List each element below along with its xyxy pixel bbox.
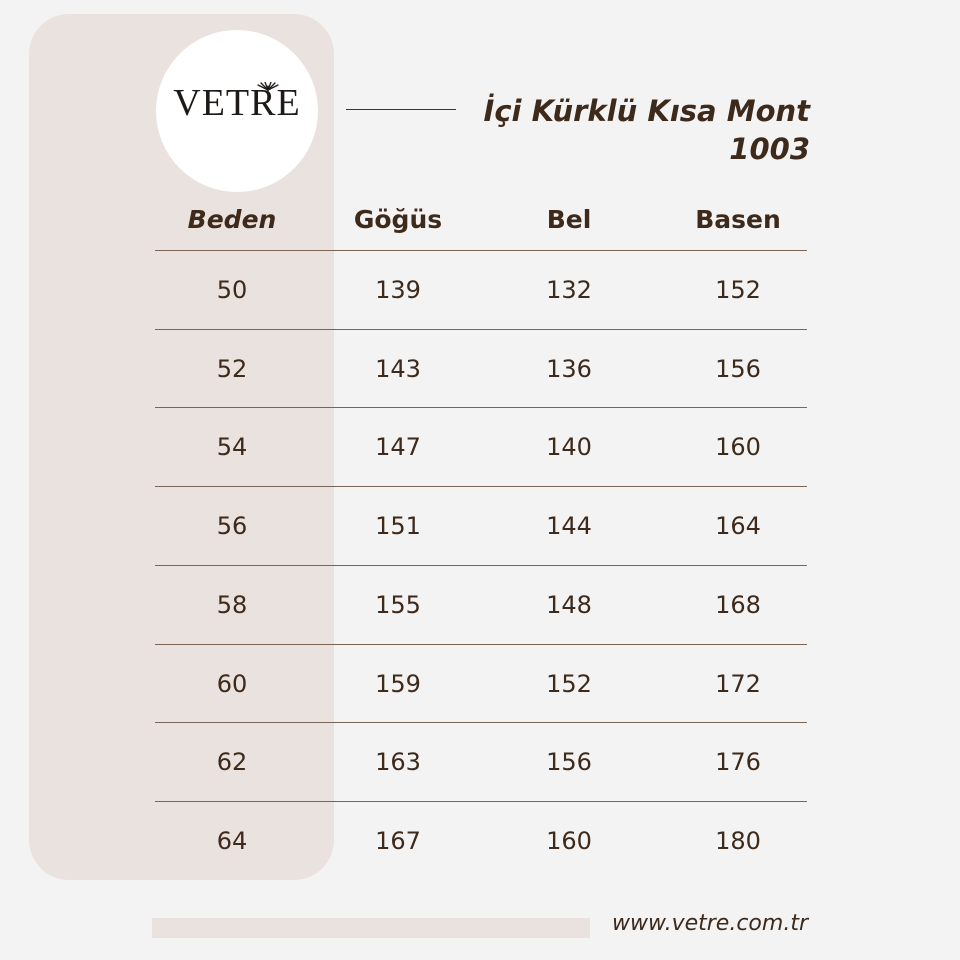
- row-divider: [155, 722, 807, 723]
- cell-gogus: 155: [375, 591, 421, 619]
- cell-basen: 168: [715, 591, 761, 619]
- cell-beden: 52: [216, 355, 248, 383]
- header-basen: Basen: [695, 205, 781, 234]
- row-divider: [155, 250, 807, 251]
- cell-bel: 136: [546, 355, 592, 383]
- cell-beden: 54: [216, 433, 248, 461]
- cell-basen: 156: [715, 355, 761, 383]
- cell-basen: 176: [715, 748, 761, 776]
- logo-wordmark: VETRE: [173, 82, 301, 124]
- row-divider: [155, 801, 807, 802]
- cell-bel: 156: [546, 748, 592, 776]
- cell-bel: 148: [546, 591, 592, 619]
- row-divider: [155, 329, 807, 330]
- header-gogus: Göğüs: [353, 205, 443, 234]
- palm-leaf-icon: [256, 82, 280, 100]
- page-title: [484, 92, 810, 168]
- title-product-name: İçi Kürklü Kısa Mont: [483, 94, 810, 128]
- cell-basen: 164: [715, 512, 761, 540]
- cell-gogus: 167: [375, 827, 421, 855]
- cell-beden: 62: [216, 748, 248, 776]
- header-beden: Beden: [187, 205, 277, 234]
- row-divider: [155, 644, 807, 645]
- cell-bel: 144: [546, 512, 592, 540]
- cell-gogus: 147: [375, 433, 421, 461]
- footer-bar: [152, 918, 590, 938]
- cell-gogus: 159: [375, 670, 421, 698]
- cell-bel: 132: [546, 276, 592, 304]
- header-bel: Bel: [546, 205, 592, 234]
- cell-basen: 180: [715, 827, 761, 855]
- row-divider: [155, 486, 807, 487]
- cell-gogus: 143: [375, 355, 421, 383]
- cell-beden: 56: [216, 512, 248, 540]
- cell-bel: 140: [546, 433, 592, 461]
- title-product-code: 1003: [729, 132, 810, 166]
- row-divider: [155, 565, 807, 566]
- brand-logo: [156, 30, 318, 192]
- cell-basen: 152: [715, 276, 761, 304]
- cell-gogus: 151: [375, 512, 421, 540]
- cell-basen: 172: [715, 670, 761, 698]
- cell-beden: 60: [216, 670, 248, 698]
- row-divider: [155, 407, 807, 408]
- cell-beden: 64: [216, 827, 248, 855]
- cell-beden: 50: [216, 276, 248, 304]
- cell-bel: 160: [546, 827, 592, 855]
- cell-bel: 152: [546, 670, 592, 698]
- cell-gogus: 139: [375, 276, 421, 304]
- cell-gogus: 163: [375, 748, 421, 776]
- title-divider: [346, 109, 456, 110]
- website-link[interactable]: www.vetre.com.tr: [612, 911, 808, 936]
- cell-basen: 160: [715, 433, 761, 461]
- cell-beden: 58: [216, 591, 248, 619]
